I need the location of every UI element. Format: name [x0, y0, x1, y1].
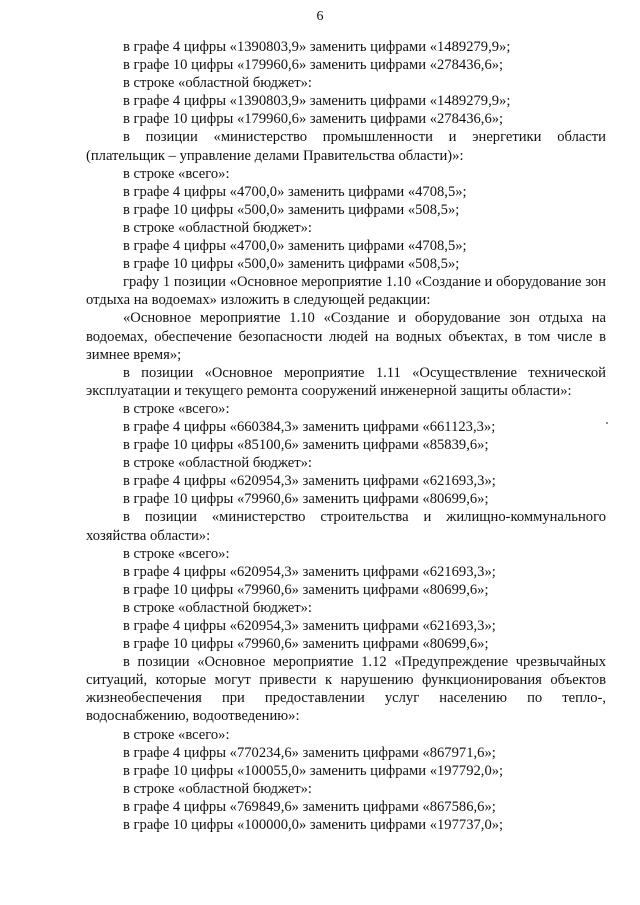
paragraph: в графе 10 цифры «79960,6» заменить цифрами «80699,6»; [123, 491, 489, 508]
paragraph: в графе 4 цифры «620954,3» заменить цифрами «621693,3»; [123, 473, 496, 490]
paragraph: «Основное мероприятие 1.10 «Создание и оборудование зон отдыха на водоемах, обеспечение безопасности людей на водных объектах, в том числе в зимнее время»; [86, 310, 606, 363]
paragraph: в строке «областной бюджет»: [123, 219, 312, 236]
paragraph: в графе 4 цифры «1390803,9» заменить цифрами «1489279,9»; [123, 39, 511, 55]
paragraph: в графе 4 цифры «4700,0» заменить цифрами «4708,5»; [123, 183, 467, 200]
paragraph: графу 1 позиции «Основное мероприятие 1.10 «Создание и оборудование зон отдыха на водоемах» изложить в следующей редакции: [86, 274, 606, 309]
scan-speck [606, 422, 608, 424]
paragraph: в строке «всего»: [123, 545, 230, 562]
paragraph: в графе 10 цифры «179960,6» заменить цифрами «278436,6»; [123, 57, 504, 74]
paragraph: в строке «областной бюджет»: [123, 455, 312, 472]
paragraph: в графе 4 цифры «620954,3» заменить цифрами «621693,3»; [123, 563, 496, 580]
paragraph: в графе 10 цифры «500,0» заменить цифрами «508,5»; [123, 256, 460, 273]
paragraph: в графе 10 цифры «179960,6» заменить цифрами «278436,6»; [123, 111, 504, 128]
paragraph: в позиции «Основное мероприятие 1.12 «Предупреждение чрезвычайных ситуаций, которые могут привести к нарушению функционирования объектов жизнеобеспечения при предоставлении услуг населению по тепло-, водоснабжению, водоотведению»: [86, 654, 606, 725]
paragraph: в строке «областной бюджет»: [123, 599, 312, 616]
paragraph: в графе 10 цифры «85100,6» заменить цифрами «85839,6»; [123, 437, 489, 454]
paragraph: в графе 4 цифры «1390803,9» заменить цифрами «1489279,9»; [123, 93, 511, 110]
paragraph: в графе 4 цифры «769849,6» заменить цифрами «867586,6»; [123, 798, 496, 815]
paragraph: в позиции «министерство промышленности и энергетики области (плательщик – управление делами Правительства области)»: [86, 129, 606, 164]
paragraph: в графе 4 цифры «620954,3» заменить цифрами «621693,3»; [123, 618, 496, 634]
paragraph: в графе 10 цифры «79960,6» заменить цифрами «80699,6»; [123, 636, 489, 653]
document-body [86, 38, 606, 834]
paragraph: в графе 10 цифры «79960,6» заменить цифрами «80699,6»; [123, 581, 489, 598]
paragraph: в позиции «Основное мероприятие 1.11 «Осуществление технической эксплуатации и текущего ремонта сооружений инженерной защиты области»: [86, 364, 606, 399]
paragraph: в позиции «министерство строительства и жилищно-коммунального хозяйства области»: [86, 509, 606, 544]
paragraph: в графе 10 цифры «500,0» заменить цифрами «508,5»; [123, 201, 460, 218]
paragraph: в строке «всего»: [123, 400, 230, 417]
paragraph: в графе 4 цифры «770234,6» заменить цифрами «867971,6»; [123, 744, 496, 761]
paragraph: в строке «всего»: [123, 726, 230, 743]
paragraph: в графе 4 цифры «660384,3» заменить цифрами «661123,3»; [123, 418, 496, 435]
paragraph: в строке «всего»: [123, 165, 230, 182]
paragraph: в строке «областной бюджет»: [123, 75, 312, 92]
paragraph: в строке «областной бюджет»: [123, 780, 312, 797]
paragraph: в графе 4 цифры «4700,0» заменить цифрами «4708,5»; [123, 238, 467, 255]
paragraph: в графе 10 цифры «100000,0» заменить цифрами «197737,0»; [123, 817, 504, 834]
page-number: 6 [316, 9, 324, 24]
paragraph: в графе 10 цифры «100055,0» заменить цифрами «197792,0»; [123, 762, 504, 779]
